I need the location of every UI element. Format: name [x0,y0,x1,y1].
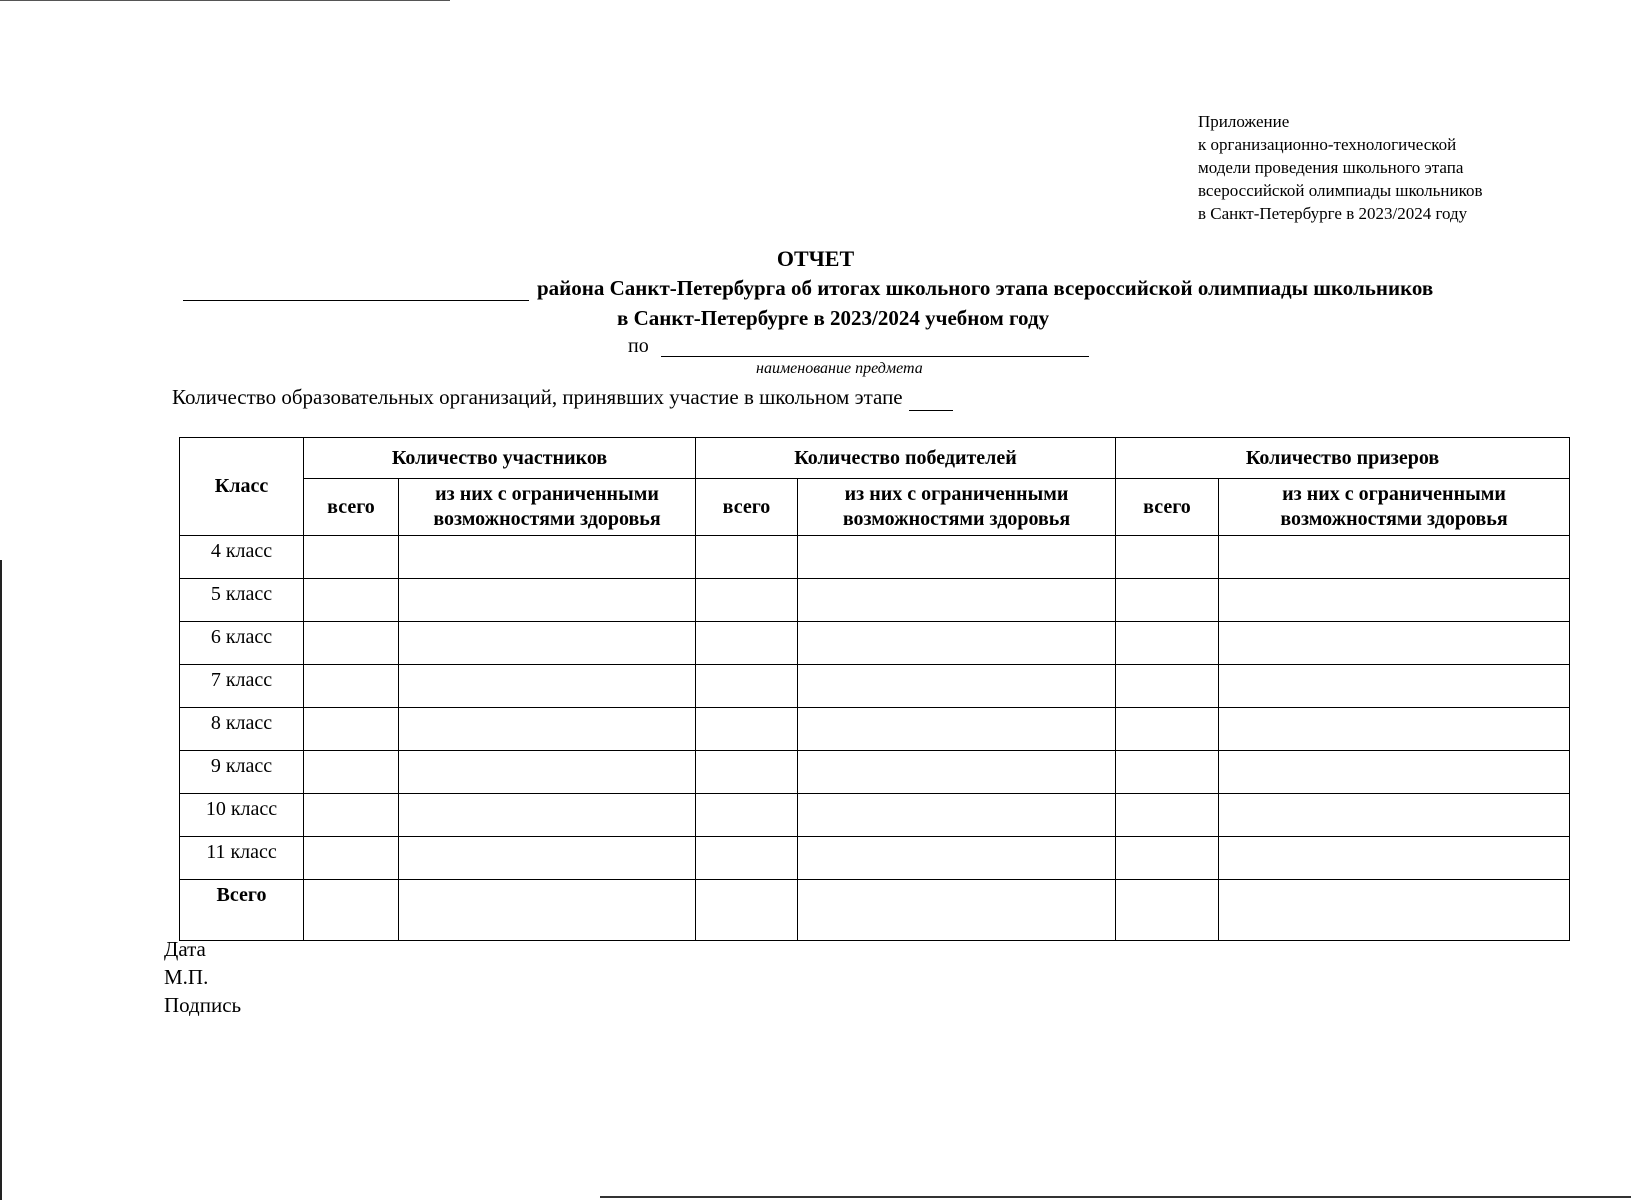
input-cell[interactable] [304,751,399,794]
input-cell[interactable] [1219,751,1570,794]
input-cell[interactable] [1219,880,1570,941]
class-cell: 11 класс [180,837,304,880]
input-cell[interactable] [798,622,1116,665]
appendix-line: к организационно-технологической [1198,135,1457,154]
input-cell[interactable] [1219,837,1570,880]
table-header-row [180,438,1570,479]
input-cell[interactable] [1219,665,1570,708]
input-cell[interactable] [798,665,1116,708]
header-winners: Количество победителей [696,438,1116,479]
input-cell[interactable] [399,708,696,751]
orgs-count-label: Количество образовательных организаций, принявших участие в школьном этапе [172,385,903,409]
input-cell[interactable] [696,794,798,837]
input-cell[interactable] [798,536,1116,579]
input-cell[interactable] [399,579,696,622]
input-cell[interactable] [696,579,798,622]
input-cell[interactable] [399,880,696,941]
table-row [180,622,1570,665]
table-subheader-row [180,479,1570,536]
subject-prefix: по [628,335,649,357]
report-title: ОТЧЕТ [776,246,855,271]
table-total-row [180,880,1570,941]
input-cell[interactable] [798,708,1116,751]
table-row [180,794,1570,837]
input-cell[interactable] [798,751,1116,794]
class-cell: 4 класс [180,536,304,579]
input-cell[interactable] [304,880,399,941]
input-cell[interactable] [1116,579,1219,622]
input-cell[interactable] [304,708,399,751]
header-class: Класс [180,438,304,536]
table-row [180,708,1570,751]
input-cell[interactable] [304,579,399,622]
signature-block [164,935,241,1019]
input-cell[interactable] [696,665,798,708]
subject-blank-line [661,356,1089,357]
input-cell[interactable] [399,622,696,665]
input-cell[interactable] [399,794,696,837]
signature-label: Подпись [164,993,242,1017]
input-cell[interactable] [1116,837,1219,880]
input-cell[interactable] [1116,622,1219,665]
input-cell[interactable] [399,751,696,794]
subheader-total: всего [304,479,399,536]
input-cell[interactable] [798,794,1116,837]
table-row [180,837,1570,880]
class-cell: 7 класс [180,665,304,708]
table-row [180,579,1570,622]
input-cell[interactable] [1219,579,1570,622]
input-cell[interactable] [399,665,696,708]
input-cell[interactable] [1219,708,1570,751]
scan-edge-top [0,0,450,1]
header-prizewinners: Количество призеров [1116,438,1570,479]
input-cell[interactable] [696,622,798,665]
input-cell[interactable] [696,837,798,880]
input-cell[interactable] [798,880,1116,941]
input-cell[interactable] [696,751,798,794]
appendix-note [1198,110,1483,225]
input-cell[interactable] [304,794,399,837]
appendix-line: Приложение [1198,112,1290,131]
class-cell: 10 класс [180,794,304,837]
class-cell: 9 класс [180,751,304,794]
input-cell[interactable] [798,579,1116,622]
class-cell: 8 класс [180,708,304,751]
input-cell[interactable] [696,708,798,751]
subheader-ovz: из них с ограниченными возможностями здоровья [1219,479,1570,536]
input-cell[interactable] [304,622,399,665]
input-cell[interactable] [798,837,1116,880]
appendix-line: модели проведения школьного этапа [1198,158,1464,177]
report-subtitle-line2: в Санкт-Петербурге в 2023/2024 учебном году [617,306,1050,330]
input-cell[interactable] [1219,536,1570,579]
input-cell[interactable] [399,837,696,880]
total-label-cell: Всего [180,880,304,941]
input-cell[interactable] [304,536,399,579]
input-cell[interactable] [1116,665,1219,708]
table-row [180,665,1570,708]
table-row [180,751,1570,794]
appendix-line: всероссийской олимпиады школьников [1198,181,1483,200]
orgs-count-line [172,385,953,411]
input-cell[interactable] [304,665,399,708]
input-cell[interactable] [1116,708,1219,751]
date-label: Дата [164,937,206,961]
input-cell[interactable] [696,536,798,579]
stamp-label: М.П. [164,965,209,989]
input-cell[interactable] [1116,751,1219,794]
input-cell[interactable] [1116,880,1219,941]
subject-caption: наименование предмета [756,360,923,377]
input-cell[interactable] [1219,794,1570,837]
table-row [180,536,1570,579]
subheader-ovz: из них с ограниченными возможностями здоровья [798,479,1116,536]
district-blank-line [183,300,529,301]
appendix-line: в Санкт-Петербурге в 2023/2024 году [1198,204,1468,223]
report-table [179,437,1570,941]
input-cell[interactable] [399,536,696,579]
input-cell[interactable] [1116,536,1219,579]
subheader-ovz: из них с ограниченными возможностями здоровья [399,479,696,536]
scan-edge-left [0,560,2,1200]
subheader-total: всего [696,479,798,536]
orgs-count-blank [909,385,953,411]
class-cell: 6 класс [180,622,304,665]
scan-edge-bottom [600,1196,1631,1198]
header-participants: Количество участников [304,438,696,479]
input-cell[interactable] [304,837,399,880]
input-cell[interactable] [696,880,798,941]
subheader-total: всего [1116,479,1219,536]
input-cell[interactable] [1219,622,1570,665]
class-cell: 5 класс [180,579,304,622]
report-subtitle-line1: района Санкт-Петербурга об итогах школьного этапа всероссийской олимпиады школьников [537,276,1434,300]
input-cell[interactable] [1116,794,1219,837]
